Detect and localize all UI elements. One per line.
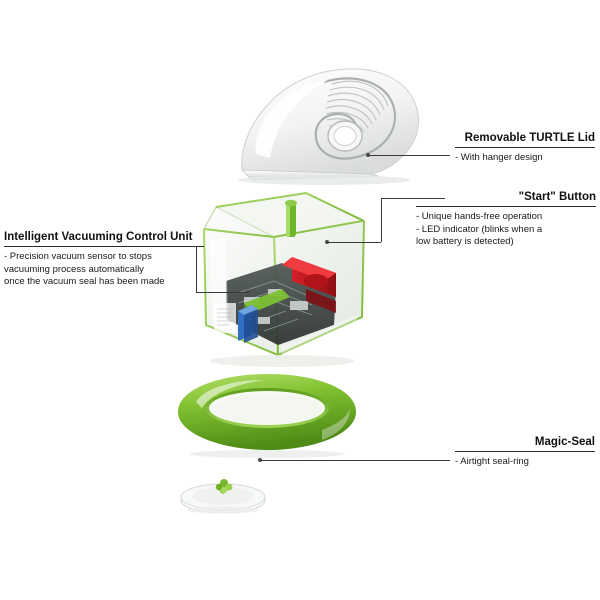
leader-line-magic-seal	[260, 460, 450, 461]
callout-title-lid: Removable TURTLE Lid	[464, 132, 595, 144]
callout-title-magic-seal: Magic-Seal	[534, 436, 595, 448]
callout-title-start-button: "Start" Button	[518, 191, 596, 203]
callout-control-unit	[4, 230, 204, 289]
callout-rule-lid	[455, 147, 595, 148]
callout-line: once the vacuum seal has been made	[4, 276, 165, 287]
callout-removable-turtle-lid	[455, 131, 595, 165]
magic-seal-ring-part	[172, 372, 362, 458]
callout-line: low battery is detected)	[416, 236, 514, 247]
callout-rule-control-unit	[4, 246, 204, 247]
leader-line-lid	[368, 155, 450, 156]
callout-lines-lid	[455, 152, 595, 165]
callout-line: - With hanger design	[455, 152, 543, 163]
vacuum-body-part	[186, 185, 378, 375]
callout-line: - Airtight seal-ring	[455, 456, 529, 467]
callout-line: - LED indicator (blinks when a	[416, 223, 543, 235]
callout-start-button	[416, 190, 596, 249]
leader-line-control-unit-a	[196, 292, 248, 293]
callout-lines-start-button	[416, 211, 596, 249]
callout-rule-magic-seal	[455, 451, 595, 452]
callout-lines-magic-seal	[455, 456, 595, 469]
callout-magic-seal	[455, 435, 595, 469]
turtle-lid-part	[232, 62, 432, 187]
callout-line: - Precision vacuum sensor to stops	[4, 251, 152, 262]
callout-line: - Unique hands-free operation	[416, 211, 543, 222]
seal-valve-part	[178, 470, 268, 518]
callout-rule-start-button	[416, 206, 596, 207]
leader-line-start-button-b	[381, 198, 382, 242]
callout-line: vacuuming process automatically	[4, 263, 144, 275]
leader-line-start-button-a	[327, 242, 381, 243]
callout-lines-control-unit	[4, 251, 204, 289]
callout-title-control-unit: Intelligent Vacuuming Control Unit	[4, 231, 193, 243]
